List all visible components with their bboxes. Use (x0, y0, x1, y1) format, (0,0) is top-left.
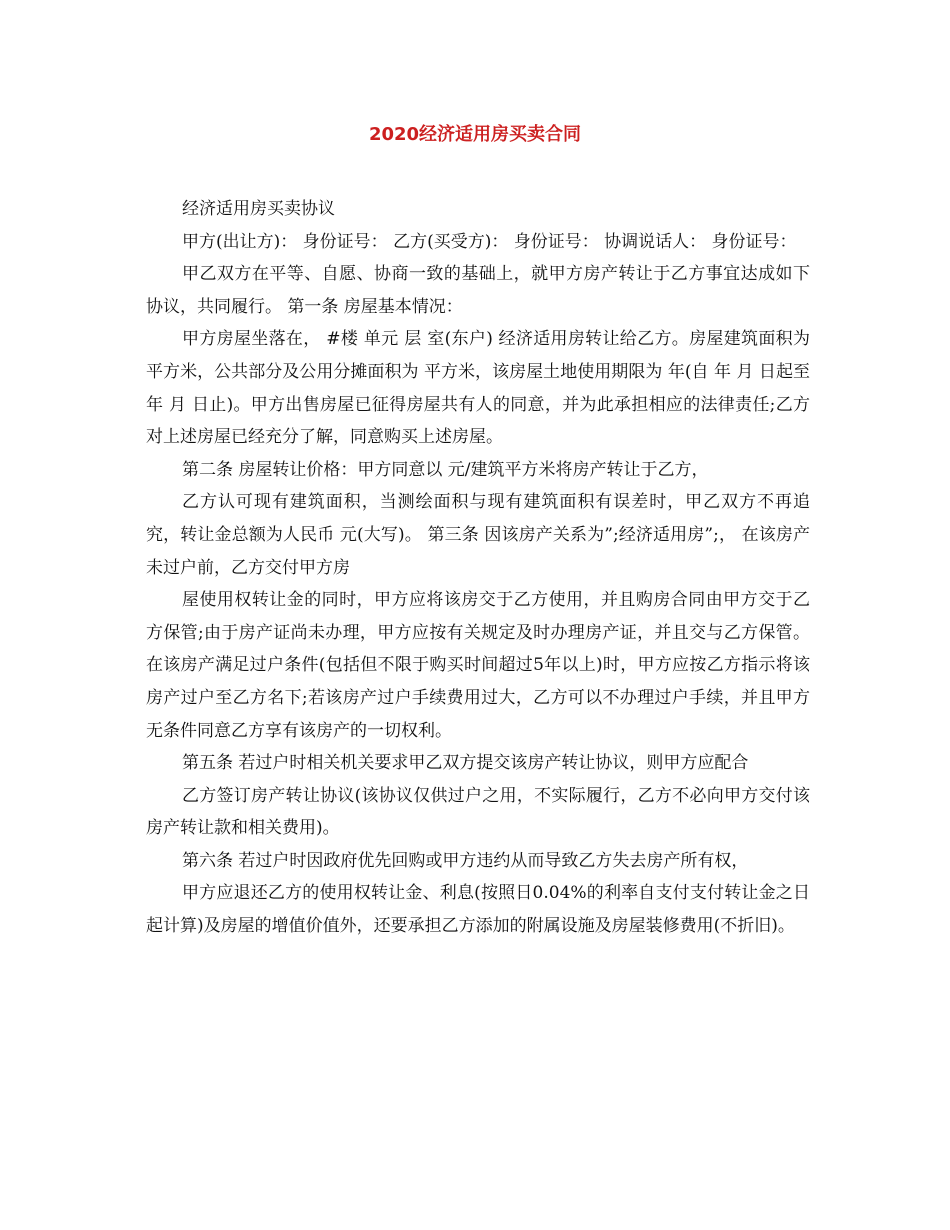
paragraph-article-2: 第二条 房屋转让价格：甲方同意以 元/建筑平方米将房产转让于乙方， (182, 459, 709, 480)
document-title: 2020经济适用房买卖合同 (368, 124, 582, 145)
document-body (146, 193, 810, 943)
paragraph-article-5: 第五条 若过户时相关机关要求甲乙双方提交该房产转让协议，则甲方应配合 (182, 753, 749, 774)
paragraph-usage-transfer: 屋使用权转让金的同时，甲方应将该房交于乙方使用，并且购房合同由甲方交于乙方保管;由于房产证尚未办理，甲方应按有关规定及时办理房产证，并且交与乙方保管。在该房产满足过户条件(包括但不限于购买时间超过5年以上)时，甲方应按乙方指示将该房产过户至乙方名下;若该房产过户手续费用过大，乙方可以不办理过户手续，并且甲方无条件同意乙方享有该房产的一切权利。 (146, 590, 810, 741)
paragraph-agreement-name: 经济适用房买卖协议 (182, 199, 335, 219)
paragraph-area-price: 乙方认可现有建筑面积，当测绘面积与现有建筑面积有误差时，甲乙双方不再追究，转让金总额为人民币 元(大写)。 第三条 因该房产关系为”;经济适用房”;， 在该房产未过户前，乙方交付甲方房 (146, 492, 810, 578)
paragraph-refund: 甲方应退还乙方的使用权转让金、利息(按照日0.04%的利率自支付支付转让金之日起计算)及房屋的增值价值外，还要承担乙方添加的附属设施及房屋装修费用(不折旧)。 (146, 883, 810, 937)
paragraph-parties: 甲方(出让方)： 身份证号： 乙方(买受方)： 身份证号： 协调说话人： 身份证号： (182, 231, 797, 252)
paragraph-transfer-agreement: 乙方签订房产转让协议(该协议仅供过户之用，不实际履行，乙方不必向甲方交付该房产转让款和相关费用)。 (146, 785, 810, 839)
paragraph-house-info: 甲方房屋坐落在， #楼 单元 层 室(东户) 经济适用房转让给乙方。房屋建筑面积为 平方米，公共部分及公用分摊面积为 平方米，该房屋土地使用期限为 年(自 年 月 日起至 年 月 日止)。甲方出售房屋已征得房屋共有人的同意，并为此承担相应的法律责任;乙方对上述房屋已经充分了解，同意购买上述房屋。 (146, 329, 810, 448)
paragraph-preamble: 甲乙双方在平等、自愿、协商一致的基础上，就甲方房产转让于乙方事宜达成如下协议，共同履行。 第一条 房屋基本情况： (146, 264, 810, 317)
paragraph-article-6: 第六条 若过户时因政府优先回购或甲方违约从而导致乙方失去房产所有权， (182, 850, 749, 871)
